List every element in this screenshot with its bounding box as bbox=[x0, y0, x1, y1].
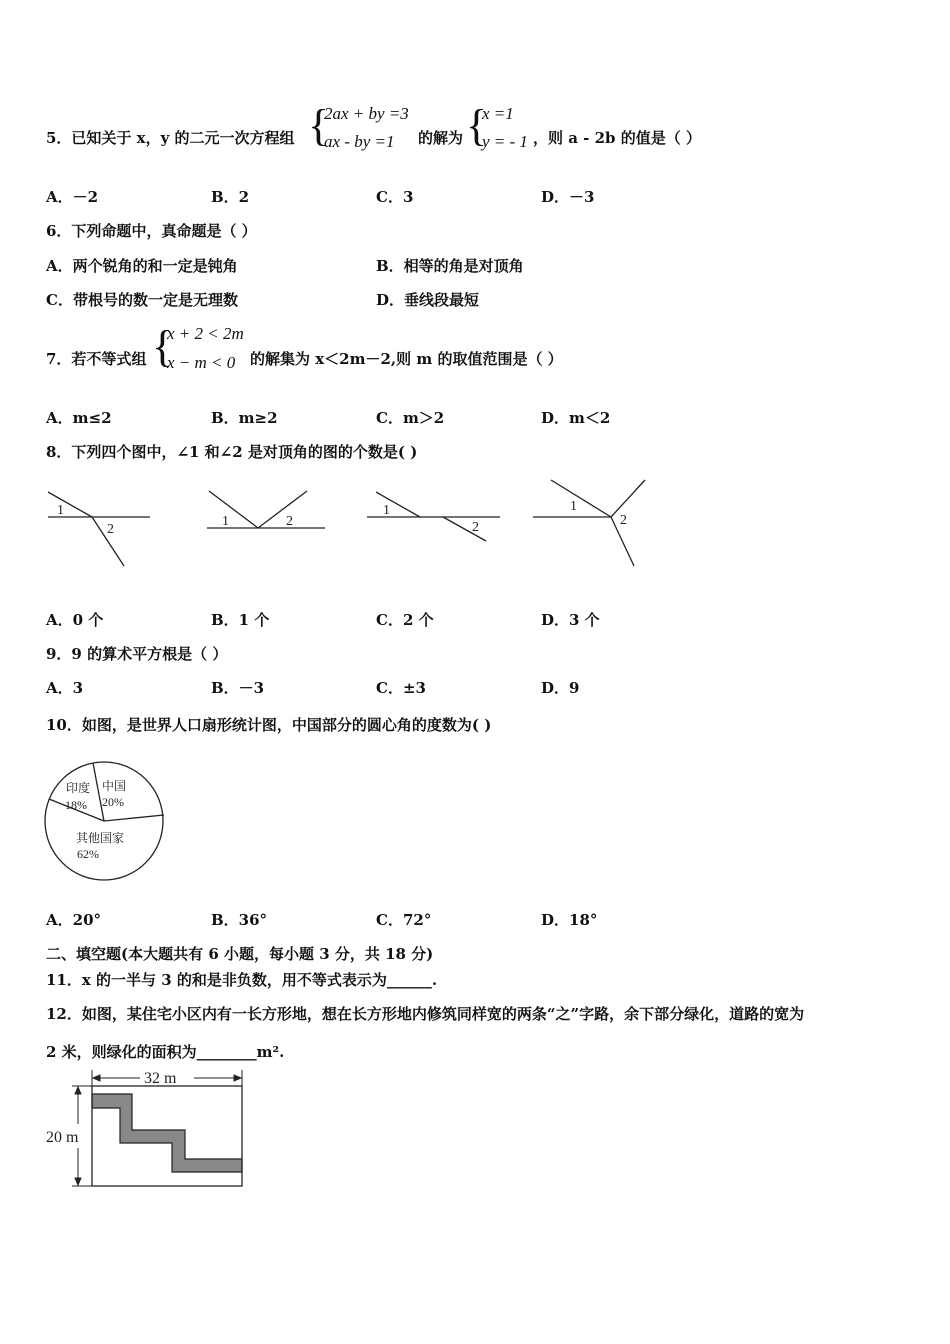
q5-option-b: B．2 bbox=[211, 188, 250, 206]
q8-fig4-line-up-left bbox=[551, 480, 611, 517]
q10-option-d: D．18° bbox=[541, 911, 598, 929]
q8-option-c: C．2 个 bbox=[376, 611, 434, 629]
q6-option-c: C．带根号的数一定是无理数 bbox=[46, 291, 238, 309]
q10-india-label: 印度 bbox=[66, 781, 91, 795]
q8-option-d: D．3 个 bbox=[541, 611, 600, 629]
q11-text: 11．x 的一半与 3 的和是非负数，用不等式表示为______. bbox=[46, 971, 438, 989]
q9-option-c: C．±3 bbox=[376, 679, 426, 697]
q12-line1: 12．如图，某住宅小区内有一长方形地，想在长方形地内修筑同样宽的两条“之”字路，余下部分绿化，道路的宽为 bbox=[46, 1005, 805, 1023]
q8-option-b: B．1 个 bbox=[211, 611, 270, 629]
q8-fig2-label-2: 2 bbox=[286, 514, 293, 529]
q5-system2-line2: y = - 1 bbox=[482, 132, 528, 151]
q5-system1-brace: { bbox=[308, 101, 330, 150]
q5-option-d: D．－3 bbox=[541, 188, 595, 206]
q12-figure bbox=[40, 1066, 255, 1191]
q8-fig1-line-left bbox=[48, 492, 92, 517]
q5-system2-brace: { bbox=[466, 101, 488, 150]
q9-option-a: A．3 bbox=[46, 679, 84, 697]
q7-option-d: D．m＜2 bbox=[541, 409, 611, 427]
q9-text: 9．9 的算术平方根是（ ） bbox=[46, 645, 228, 663]
q6-text: 6．下列命题中，真命题是（ ） bbox=[46, 222, 257, 240]
q9-option-d: D．9 bbox=[541, 679, 580, 697]
q8-fig3-label-1: 1 bbox=[383, 503, 390, 518]
q5-prefix: 5．已知关于 x，y 的二元一次方程组 bbox=[46, 129, 295, 147]
q10-china-label: 中国 bbox=[102, 779, 127, 793]
q10-text: 10．如图，是世界人口扇形统计图，中国部分的圆心角的度数为( ) bbox=[46, 716, 492, 734]
q7-system-line2: x − m < 0 bbox=[167, 353, 236, 372]
q8-fig3-label-2: 2 bbox=[472, 520, 479, 535]
q7-suffix: 的解集为 x＜2m－2,则 m 的取值范围是（ ） bbox=[250, 350, 563, 368]
q7-system-line1: x + 2 < 2m bbox=[167, 324, 244, 343]
q8-fig2-left bbox=[209, 491, 258, 528]
q9-option-b: B．－3 bbox=[211, 679, 265, 697]
q12-road bbox=[92, 1094, 242, 1172]
q6-option-a: A．两个锐角的和一定是钝角 bbox=[46, 257, 238, 275]
q5-suffix: ，则 a - 2b 的值是（ ） bbox=[533, 129, 701, 147]
q12-width-arrowhead-right bbox=[234, 1075, 241, 1081]
q5-system1-line2: ax - by =1 bbox=[324, 132, 395, 151]
q12-line2: 2 米，则绿化的面积为________m². bbox=[46, 1043, 285, 1061]
q8-fig4-label-1: 1 bbox=[570, 499, 577, 514]
q12-height-arrowhead-bottom bbox=[75, 1178, 81, 1185]
q8-text: 8．下列四个图中，∠1 和∠2 是对顶角的图的个数是( ) bbox=[46, 443, 418, 461]
q10-option-a: A．20° bbox=[46, 911, 102, 929]
q8-figures bbox=[0, 470, 950, 580]
section2-heading: 二、填空题(本大题共有 6 小题，每小题 3 分，共 18 分) bbox=[46, 945, 434, 963]
q8-fig4-line-up-right bbox=[611, 480, 645, 517]
q10-pie-divider-other bbox=[104, 815, 164, 821]
q8-option-a: A．0 个 bbox=[46, 611, 104, 629]
q10-india-pct: 18% bbox=[65, 798, 87, 812]
q8-fig3-line-lower bbox=[443, 517, 486, 541]
q8-fig2-right bbox=[258, 491, 307, 528]
q12-height-label: 20 m bbox=[46, 1129, 79, 1146]
q12-width-arrowhead-left bbox=[93, 1075, 100, 1081]
q8-fig1-label-1: 1 bbox=[57, 503, 64, 518]
q7-option-b: B．m≥2 bbox=[211, 409, 278, 427]
q10-other-pct: 62% bbox=[77, 847, 99, 861]
q10-other-label: 其他国家 bbox=[76, 831, 125, 845]
q5-option-c: C．3 bbox=[376, 188, 414, 206]
q10-china-pct: 20% bbox=[102, 795, 124, 809]
q5-option-a: A．－2 bbox=[46, 188, 99, 206]
q7-system-brace: { bbox=[152, 322, 174, 371]
q5-system2-line1: x =1 bbox=[482, 104, 514, 123]
q8-fig1-label-2: 2 bbox=[107, 522, 114, 537]
q7-option-a: A．m≤2 bbox=[46, 409, 112, 427]
q5-middle: 的解为 bbox=[418, 129, 464, 147]
q12-height-arrowhead-top bbox=[75, 1087, 81, 1094]
q10-pie-chart bbox=[40, 758, 170, 888]
q8-fig4-label-2: 2 bbox=[620, 513, 627, 528]
q5-system1-line1: 2ax + by =3 bbox=[324, 104, 409, 123]
q8-fig2-label-1: 1 bbox=[222, 514, 229, 529]
q7-prefix: 7．若不等式组 bbox=[46, 350, 147, 368]
q6-option-b: B．相等的角是对顶角 bbox=[376, 257, 524, 275]
q6-option-d: D．垂线段最短 bbox=[376, 291, 480, 309]
q12-width-label: 32 m bbox=[144, 1070, 177, 1087]
q10-option-b: B．36° bbox=[211, 911, 268, 929]
q10-option-c: C．72° bbox=[376, 911, 432, 929]
q7-option-c: C．m＞2 bbox=[376, 409, 445, 427]
